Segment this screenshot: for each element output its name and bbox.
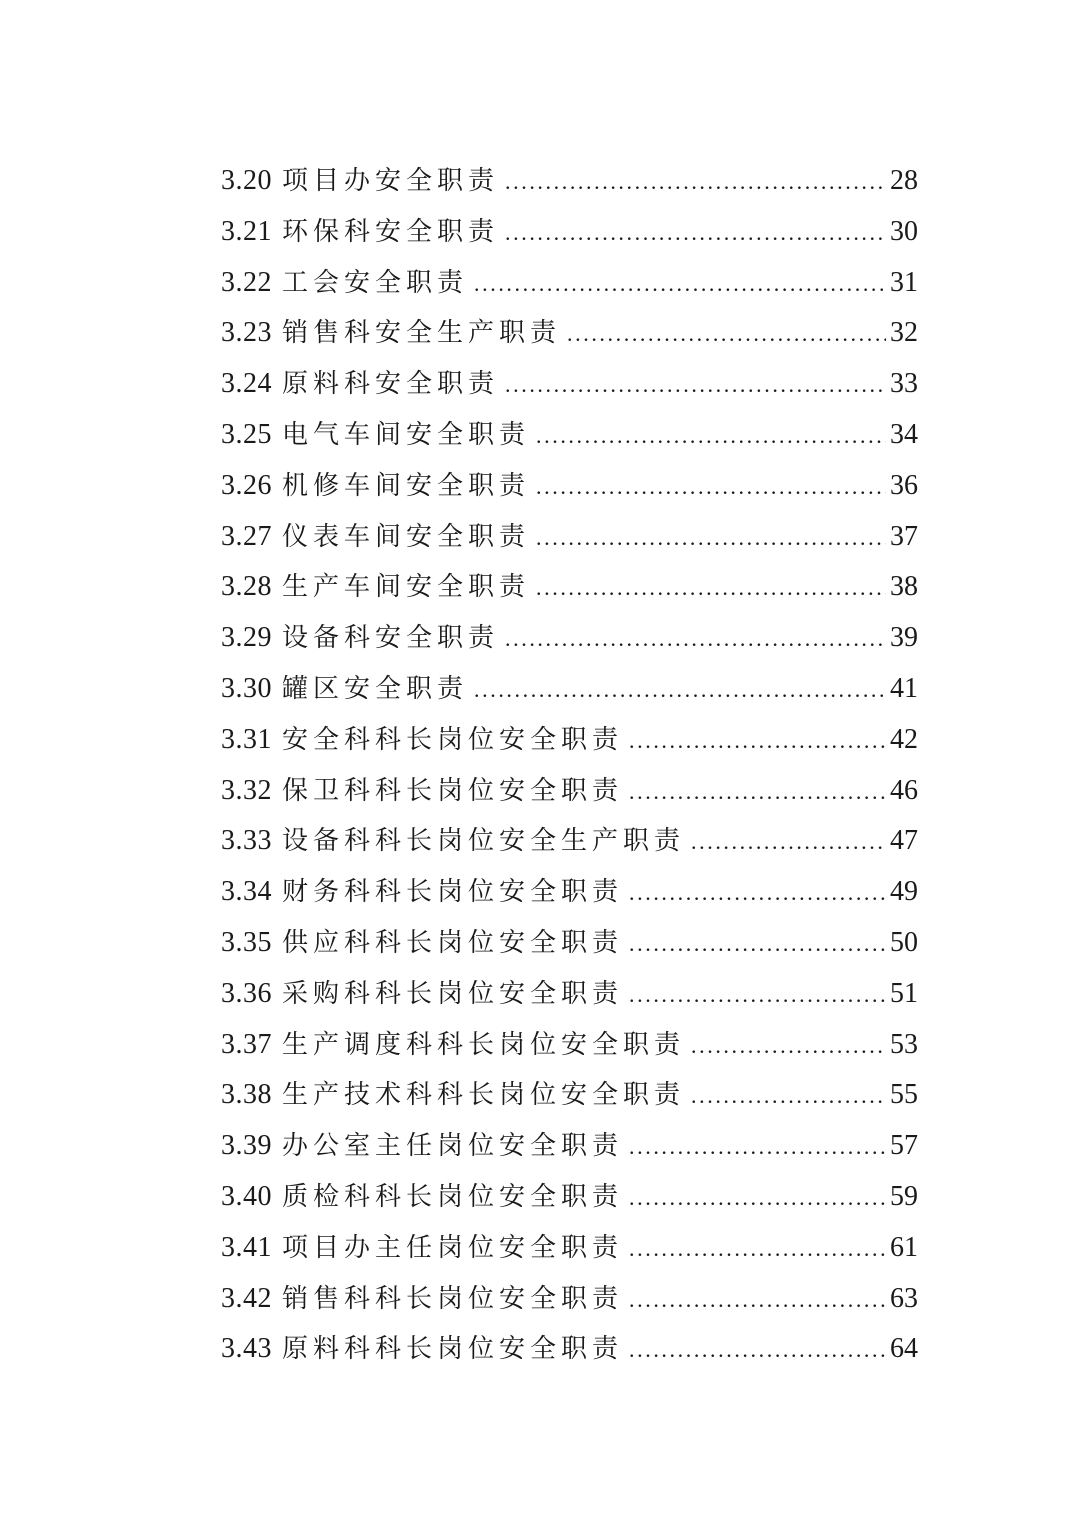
toc-entry-title: 财务科科长岗位安全职责	[282, 877, 624, 908]
toc-entry-number: 3.32	[221, 774, 272, 806]
toc-dot-leader	[567, 309, 886, 360]
toc-entry-number: 3.21	[221, 215, 272, 247]
toc-entry-number: 3.36	[221, 977, 272, 1009]
toc-entry-page-number: 49	[890, 876, 918, 908]
toc-entry-number: 3.23	[221, 317, 272, 349]
toc-entry[interactable]	[221, 562, 918, 613]
toc-entry-number: 3.28	[221, 571, 272, 603]
toc-entry-title: 罐区安全职责	[282, 673, 469, 704]
toc-entry-page-number: 50	[890, 926, 918, 958]
toc-entry-page-number: 59	[890, 1180, 918, 1212]
toc-entry-title: 电气车间安全职责	[282, 419, 531, 450]
toc-entry[interactable]	[221, 664, 918, 715]
toc-entry[interactable]	[221, 359, 918, 410]
toc-entry-page-number: 51	[890, 977, 918, 1009]
toc-entry-title: 保卫科科长岗位安全职责	[282, 775, 624, 806]
toc-entry-page-number: 38	[890, 571, 918, 603]
toc-entry-title: 销售科科长岗位安全职责	[282, 1283, 624, 1314]
toc-entry-page-number: 37	[890, 520, 918, 552]
toc-entry-page-number: 47	[890, 825, 918, 857]
toc-entry-page-number: 28	[890, 165, 918, 196]
toc-entry-number: 3.34	[221, 876, 272, 908]
toc-dot-leader	[629, 1224, 886, 1275]
toc-entry[interactable]	[221, 766, 918, 817]
toc-dot-leader	[505, 360, 886, 411]
toc-entry-page-number: 32	[890, 317, 918, 349]
toc-dot-leader	[629, 1275, 886, 1326]
toc-entry-number: 3.40	[221, 1180, 272, 1212]
toc-entry-title: 设备科安全职责	[282, 623, 500, 654]
toc-entry-number: 3.38	[221, 1079, 272, 1111]
toc-entry-number: 3.43	[221, 1333, 272, 1365]
toc-entry-title: 质检科科长岗位安全职责	[282, 1181, 624, 1212]
toc-entry-number: 3.35	[221, 926, 272, 958]
toc-entry-number: 3.30	[221, 672, 272, 704]
toc-entry-page-number: 55	[890, 1079, 918, 1111]
toc-dot-leader	[629, 970, 886, 1021]
toc-entry-number: 3.29	[221, 622, 272, 654]
toc-dot-leader	[536, 513, 886, 564]
toc-dot-leader	[505, 614, 886, 665]
toc-entry-page-number: 34	[890, 418, 918, 450]
toc-entry-title: 设备科科长岗位安全生产职责	[282, 826, 686, 857]
toc-dot-leader	[536, 462, 886, 513]
toc-entry-page-number: 39	[890, 622, 918, 654]
toc-dot-leader	[505, 208, 886, 259]
toc-entry[interactable]	[221, 410, 918, 461]
toc-dot-leader	[629, 1173, 886, 1224]
toc-entry[interactable]	[221, 1274, 918, 1325]
toc-dot-leader	[536, 411, 886, 462]
toc-entry[interactable]	[221, 918, 918, 969]
table-of-contents	[221, 156, 918, 1375]
toc-entry-page-number: 46	[890, 774, 918, 806]
toc-entry-title: 原料科安全职责	[282, 369, 500, 400]
toc-entry-title: 环保科安全职责	[282, 216, 500, 247]
toc-entry-title: 生产调度科科长岗位安全职责	[282, 1029, 686, 1060]
toc-entry-title: 原料科科长岗位安全职责	[282, 1334, 624, 1365]
toc-dot-leader	[629, 868, 886, 919]
toc-entry-number: 3.31	[221, 723, 272, 755]
toc-entry-title: 项目办安全职责	[282, 166, 500, 196]
toc-entry-page-number: 41	[890, 672, 918, 704]
toc-entry-page-number: 53	[890, 1028, 918, 1060]
toc-entry[interactable]	[221, 207, 918, 258]
toc-entry-title: 安全科科长岗位安全职责	[282, 724, 624, 755]
toc-entry-page-number: 42	[890, 723, 918, 755]
toc-entry-number: 3.22	[221, 266, 272, 298]
toc-entry-number: 3.24	[221, 368, 272, 400]
toc-entry[interactable]	[221, 867, 918, 918]
toc-entry[interactable]	[221, 1070, 918, 1121]
toc-entry[interactable]	[221, 816, 918, 867]
toc-entry[interactable]	[221, 1121, 918, 1172]
toc-entry[interactable]	[221, 512, 918, 563]
toc-entry[interactable]	[221, 308, 918, 359]
toc-entry-number: 3.33	[221, 825, 272, 857]
toc-entry-page-number: 61	[890, 1231, 918, 1263]
toc-dot-leader	[505, 157, 886, 208]
toc-entry-page-number: 36	[890, 469, 918, 501]
toc-entry-page-number: 63	[890, 1282, 918, 1314]
toc-entry-number: 3.42	[221, 1282, 272, 1314]
toc-entry[interactable]	[221, 258, 918, 309]
toc-entry-title: 机修车间安全职责	[282, 470, 531, 501]
toc-entry-number: 3.25	[221, 418, 272, 450]
toc-dot-leader	[629, 1122, 886, 1173]
toc-entry-number: 3.20	[221, 165, 272, 196]
toc-entry-page-number: 64	[890, 1333, 918, 1365]
toc-entry[interactable]	[221, 461, 918, 512]
toc-entry[interactable]	[221, 969, 918, 1020]
toc-entry-title: 供应科科长岗位安全职责	[282, 927, 624, 958]
toc-dot-leader	[474, 259, 886, 310]
toc-entry-title: 项目办主任岗位安全职责	[282, 1232, 624, 1263]
toc-dot-leader	[691, 1021, 886, 1072]
toc-entry[interactable]	[221, 1172, 918, 1223]
toc-entry-title: 销售科安全生产职责	[282, 318, 562, 349]
toc-entry[interactable]	[221, 156, 918, 207]
toc-entry[interactable]	[221, 1020, 918, 1071]
toc-entry-number: 3.26	[221, 469, 272, 501]
toc-entry-title: 生产车间安全职责	[282, 572, 531, 603]
toc-entry-title: 仪表车间安全职责	[282, 521, 531, 552]
toc-entry-title: 工会安全职责	[282, 267, 469, 298]
toc-dot-leader	[691, 817, 886, 868]
toc-entry[interactable]	[221, 613, 918, 664]
toc-dot-leader	[629, 919, 886, 970]
toc-entry-title: 生产技术科科长岗位安全职责	[282, 1080, 686, 1111]
toc-entry[interactable]	[221, 1324, 918, 1375]
toc-entry-number: 3.39	[221, 1130, 272, 1162]
toc-dot-leader	[474, 665, 886, 716]
toc-entry-page-number: 30	[890, 215, 918, 247]
toc-entry[interactable]	[221, 1223, 918, 1274]
toc-entry-number: 3.37	[221, 1028, 272, 1060]
toc-entry-page-number: 57	[890, 1130, 918, 1162]
toc-entry-number: 3.41	[221, 1231, 272, 1263]
toc-dot-leader	[536, 563, 886, 614]
toc-dot-leader	[629, 716, 886, 767]
toc-entry-page-number: 33	[890, 368, 918, 400]
toc-dot-leader	[629, 1325, 886, 1376]
toc-entry-title: 采购科科长岗位安全职责	[282, 978, 624, 1009]
toc-dot-leader	[691, 1071, 886, 1122]
toc-entry[interactable]	[221, 715, 918, 766]
toc-entry-title: 办公室主任岗位安全职责	[282, 1131, 624, 1162]
toc-dot-leader	[629, 767, 886, 818]
toc-entry-number: 3.27	[221, 520, 272, 552]
toc-entry-page-number: 31	[890, 266, 918, 298]
